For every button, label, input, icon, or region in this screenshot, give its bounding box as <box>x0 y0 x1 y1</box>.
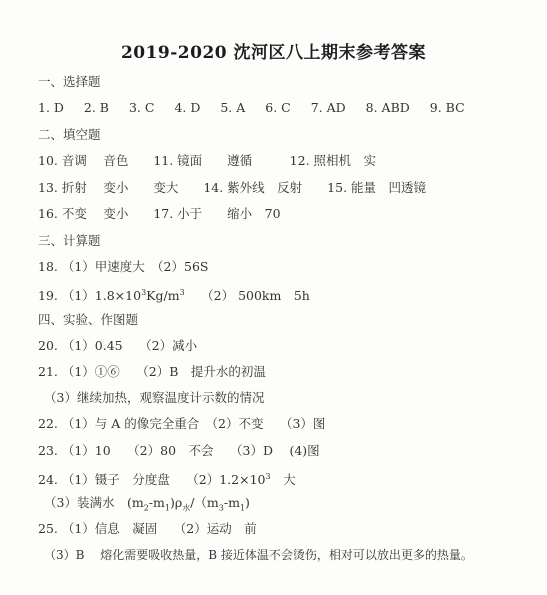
formula-subscript: 1 <box>239 503 246 513</box>
answer-line-18: 18. （1）甲速度大 （2）56S <box>38 259 209 274</box>
choice-answer: 7. AD <box>310 100 346 115</box>
choice-answer: 9. BC <box>429 100 465 115</box>
page-title: 2019-2020 沈河区八上期末参考答案 <box>120 43 427 63</box>
choice-answer: 2. B <box>83 100 109 115</box>
answer-line-20: 20. （1）0.45 （2）减小 <box>38 338 198 353</box>
section-heading-choice: 一、选择题 <box>38 74 101 89</box>
answer-line-19 <box>38 285 539 304</box>
answer-line-21-3: （3）继续加热，观察温度计示数的情况 <box>44 390 265 405</box>
answer-line-24 <box>38 469 539 488</box>
choice-answer: 5. A <box>220 100 246 115</box>
section-heading-fill: 二、填空题 <box>38 127 101 142</box>
answer-line-24-3 <box>44 495 539 517</box>
answer-line-21: 21. （1）①⑥ （2）B 提升水的初温 <box>38 364 266 379</box>
q19-part1: 19. （1）1.8×10 <box>38 288 142 304</box>
answer-line-16-17: 16. 不变 变小 17. 小于 缩小 70 <box>38 206 281 221</box>
formula-text: （3）装满水 (m <box>44 495 144 510</box>
q19-exponent: 3 <box>141 288 147 297</box>
answer-line-23: 23. （1）10 （2）80 不会 （3）D (4)图 <box>38 443 320 458</box>
formula-text: -m <box>223 495 240 510</box>
choice-answer: 6. C <box>265 100 291 115</box>
formula-subscript: 3 <box>218 503 224 513</box>
q24-exponent: 3 <box>265 472 271 481</box>
formula-text: -m <box>148 495 165 510</box>
choice-answer: 8. ABD <box>365 100 410 115</box>
q24-part2: 大 <box>270 472 296 488</box>
q19-part2: （2） 500km 5h <box>184 288 310 304</box>
choice-answer: 1. D <box>38 100 64 115</box>
q24-part1: 24. （1）镊子 分度盘 （2）1.2×10 <box>38 472 266 488</box>
formula-text: /（m <box>190 495 219 510</box>
formula-text: )ρ <box>169 495 183 510</box>
choice-answer: 4. D <box>174 100 201 115</box>
choice-answer: 3. C <box>128 100 155 115</box>
q19-unit-exponent: 3 <box>179 288 185 297</box>
section-heading-experiment: 四、实验、作图题 <box>38 312 139 327</box>
section-heading-calc: 三、计算题 <box>38 233 101 248</box>
formula-subscript: 1 <box>164 503 170 513</box>
formula-text: ) <box>245 495 250 510</box>
answer-line-10-12: 10. 音调 音色 11. 镜面 遵循 12. 照相机 实 <box>38 153 377 168</box>
formula-subscript: 水 <box>182 503 191 513</box>
answer-line-25: 25. （1）信息 凝固 （2）运动 前 <box>38 521 257 536</box>
q19-unit: Kg/m <box>146 288 180 304</box>
answer-line-22: 22. （1）与 A 的像完全重合 （2）不变 （3）图 <box>38 416 326 431</box>
formula-subscript: 2 <box>143 503 149 513</box>
answer-line-13-15: 13. 折射 变小 变大 14. 紫外线 反射 15. 能量 凹透镜 <box>38 180 427 195</box>
choice-answers-row <box>38 100 539 116</box>
answer-line-25-3: （3）B 熔化需要吸收热量，B 接近体温不会烫伤，相对可以放出更多的热量。 <box>44 548 473 562</box>
